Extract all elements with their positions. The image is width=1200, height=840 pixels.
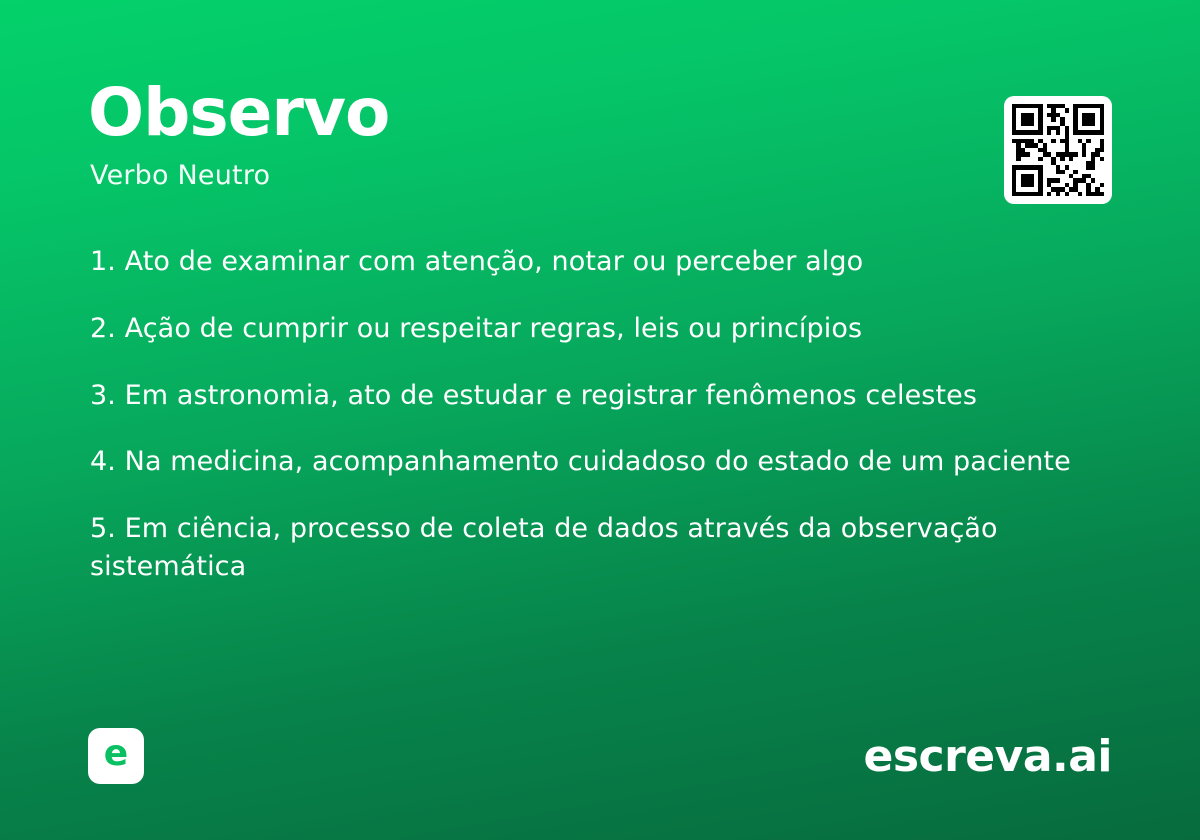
list-item: 4. Na medicina, acompanhamento cuidadoso do estado de um paciente: [90, 446, 1071, 478]
list-item: 2. Ação de cumprir ou respeitar regras, leis ou princípios: [90, 312, 863, 344]
card-content: [88, 74, 1112, 800]
list-item: 3. Em astronomia, ato de estudar e registrar fenômenos celestes: [90, 379, 978, 411]
list-item: 1. Ato de examinar com atenção, notar ou perceber algo: [90, 245, 864, 277]
logo-letter: e: [103, 733, 129, 774]
brand-wordmark: escreva.ai: [863, 730, 1112, 782]
page-title: Observo: [88, 74, 390, 151]
escreva-logo-icon[interactable]: [88, 728, 144, 784]
word-class-label: Verbo Neutro: [90, 159, 271, 191]
list-item: 5. Em ciência, processo de coleta de dados através da observação sistemática: [90, 513, 998, 582]
definition-list: [88, 243, 1112, 586]
card-footer: [88, 728, 1112, 784]
